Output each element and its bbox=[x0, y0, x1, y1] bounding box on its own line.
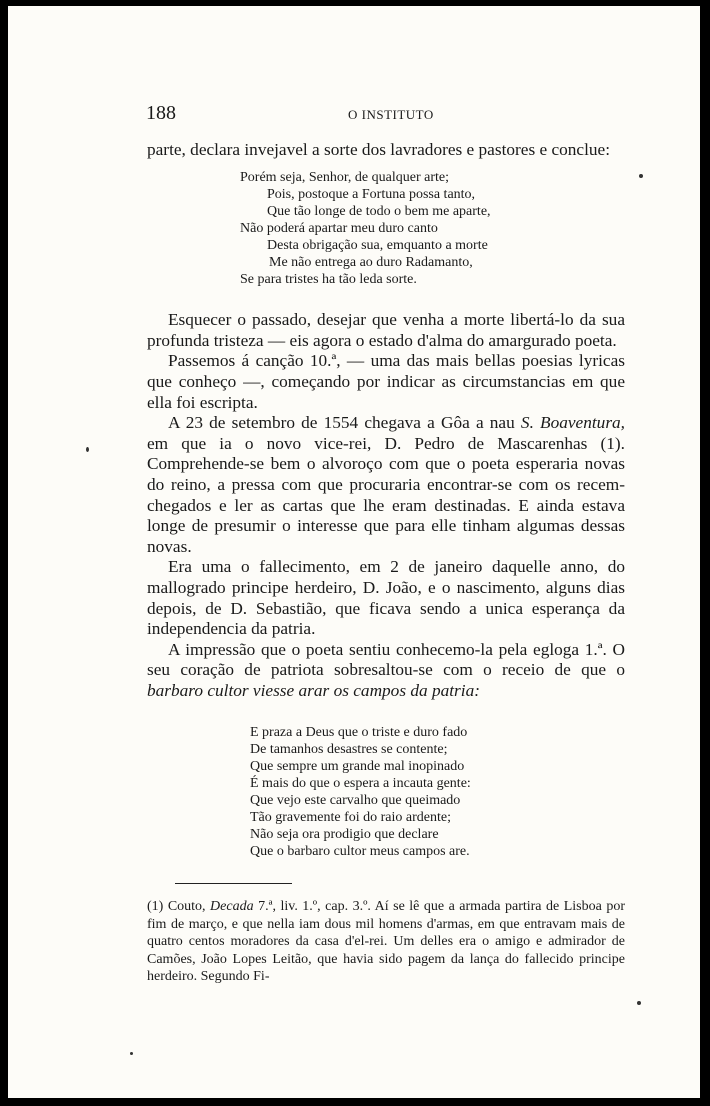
verse-line: Pois, postoque a Fortuna possa tanto, bbox=[267, 186, 476, 202]
verse-line: Desta obrigação sua, emquanto a morte bbox=[267, 237, 488, 253]
paragraph-2: Esquecer o passado, desejar que venha a morte libertá-lo da sua profunda tristeza — eis agora o estado d'alma do amargurado poeta. bbox=[147, 310, 625, 350]
paragraph-4 bbox=[147, 413, 625, 557]
verse-line: Tão gravemente foi do raio ardente; bbox=[250, 810, 451, 825]
paragraph-4-text-after: em que ia o novo vice-rei, D. Pedro de Mascarenhas (1). Comprehende-se bem o alvoroço com que o poeta esperaria novas do reino, a pressa com que procuraria encontrar-se com os recem-chegados e ler as cartas que lhe eram destinadas. E ainda estava longe de presumir o interesse que para elle tinham algumas dessas novas. bbox=[147, 433, 625, 556]
ship-name-italic: S. Boaventura, bbox=[520, 413, 626, 433]
footnote bbox=[147, 898, 625, 985]
paragraph-6 bbox=[147, 640, 625, 702]
paragraph-1: parte, declara invejavel a sorte dos lavradores e pastores e conclue: bbox=[147, 140, 611, 159]
footnote-marker: (1) Couto, bbox=[147, 899, 211, 915]
page-header bbox=[146, 102, 621, 126]
footnote-text: 7.ª, liv. 1.º, cap. 3.º. Aí se lê que a armada partira de Lisboa por fim de março, e que nella iam dous mil homens d'armas, em que entravam mais de quatro centos moradores da casa d'el-rei. Um delles era o amigo e admirador de Camões, João Lopes Leitão, que havia sido pagem da lança do fallecido principe herdeiro. Segundo Fi- bbox=[147, 899, 625, 984]
paragraph-3: Passemos á canção 10.ª, — uma das mais bellas poesias lyricas que conheço —, começando por indicar as circumstancias em que ella foi escripta. bbox=[147, 351, 625, 412]
footnote-divider bbox=[175, 883, 292, 884]
verse-line: É mais do que o espera a incauta gente: bbox=[250, 775, 471, 791]
paragraph-4-text-before: A 23 de setembro de 1554 chegava a Gôa a nau bbox=[168, 413, 521, 433]
paragraph-6-text-before: A impressão que o poeta sentiu conhecemo-la pela egloga 1.ª. O seu coração de patriota sobresaltou-se com o receio de que o bbox=[147, 639, 625, 680]
ink-speck bbox=[637, 1001, 641, 1005]
verse-line: Que tão longe de todo o bem me aparte, bbox=[267, 203, 491, 219]
page-number: 188 bbox=[146, 102, 176, 124]
verse-stanza-2 bbox=[147, 724, 625, 861]
verse-line: Não seja ora prodigio que declare bbox=[250, 827, 439, 843]
book-page bbox=[8, 6, 700, 1098]
quote-italic: barbaro cultor viesse arar os campos da patria: bbox=[147, 680, 480, 700]
ink-speck bbox=[639, 174, 643, 178]
running-head: O INSTITUTO bbox=[348, 107, 434, 122]
verse-line: Porém seja, Senhor, de qualquer arte; bbox=[240, 169, 449, 185]
verse-line: Que o barbaro cultor meus campos are. bbox=[250, 844, 470, 860]
body-text bbox=[147, 140, 625, 985]
verse-line: Não poderá apartar meu duro canto bbox=[240, 220, 438, 236]
verse-stanza-1 bbox=[147, 169, 625, 289]
ink-speck bbox=[130, 1052, 133, 1055]
ink-speck bbox=[86, 447, 89, 452]
paragraph-5: Era uma o fallecimento, em 2 de janeiro daquelle anno, do mallogrado principe herdeiro, D. João, e o nascimento, alguns dias depois, de D. Sebastião, que ficava sendo a unica esperança da independencia da patria. bbox=[147, 557, 625, 639]
verse-line: Se para tristes ha tão leda sorte. bbox=[240, 272, 417, 288]
verse-line: Me não entrega ao duro Radamanto, bbox=[269, 255, 473, 271]
footnote-italic-title: Decada bbox=[210, 899, 254, 915]
verse-line: Que sempre um grande mal inopinado bbox=[250, 758, 465, 774]
verse-line: E praza a Deus que o triste e duro fado bbox=[250, 724, 468, 740]
verse-line: De tamanhos desastres se contente; bbox=[250, 741, 448, 757]
verse-line: Que vejo este carvalho que queimado bbox=[250, 792, 461, 808]
